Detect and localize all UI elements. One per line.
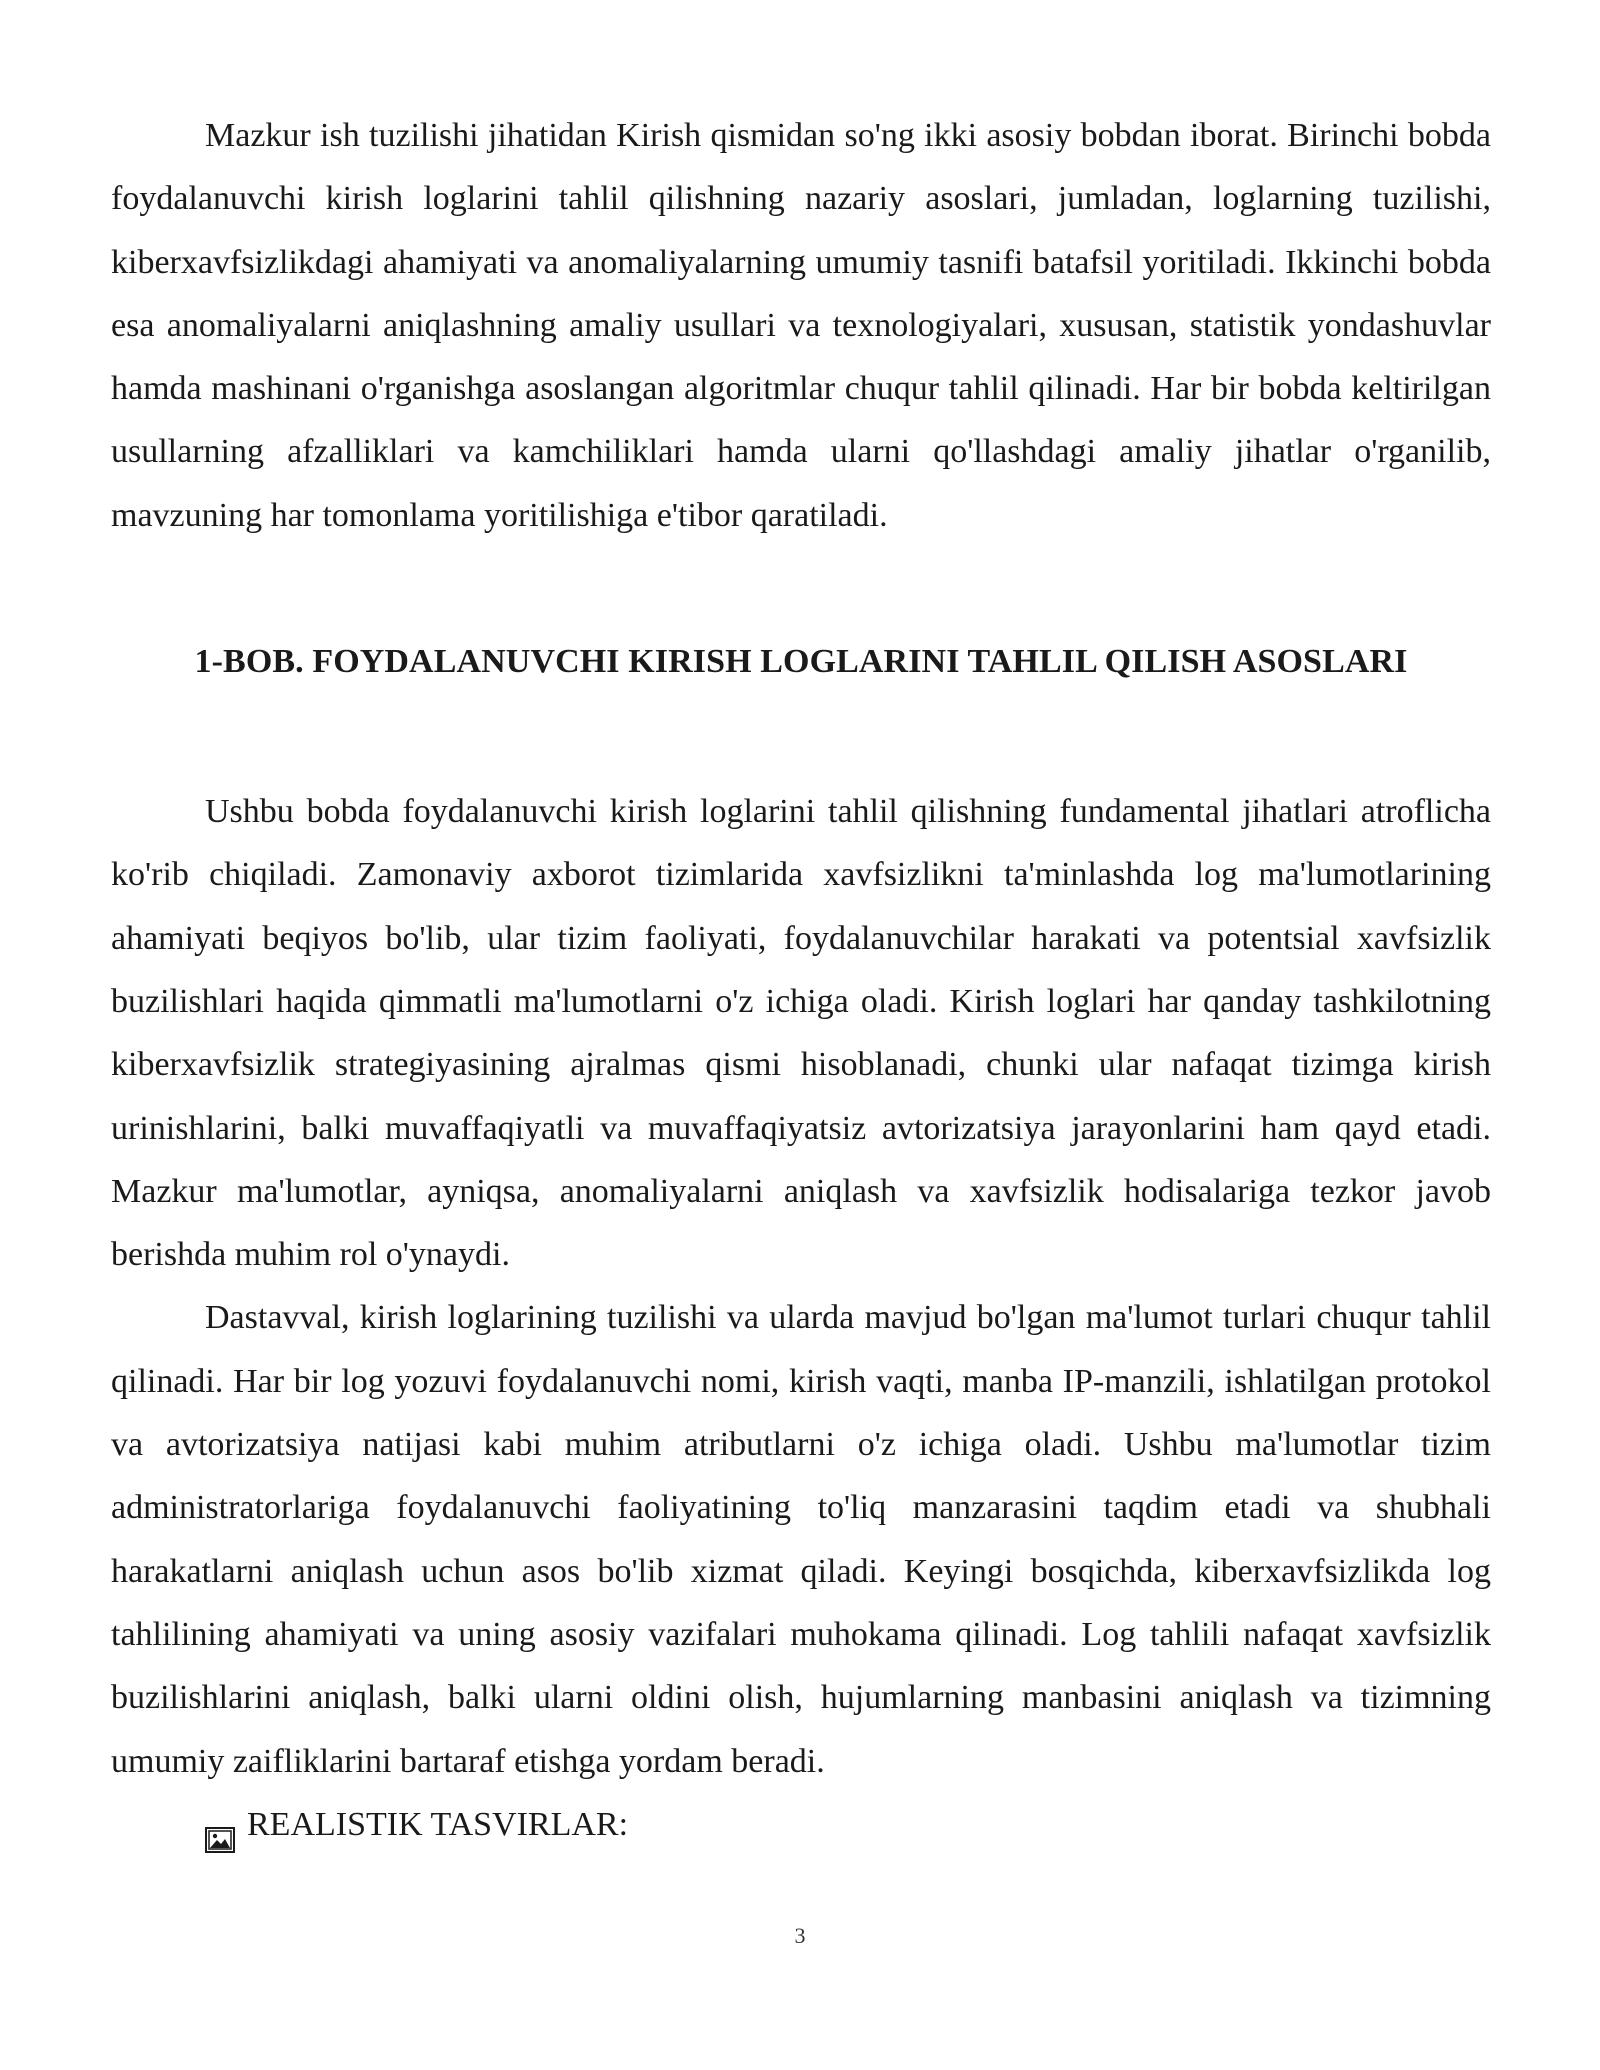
chapter-paragraph-1: Ushbu bobda foydalanuvchi kirish loglarini tahlil qilishning fundamental jihatlari atroflicha ko'rib chiqiladi. Zamonaviy axborot tizimlarida xavfsizlikni ta'minlashda log ma'lumotlarining ahamiyati beqiyos bo'lib, ular tizim faoliyati, foydalanuvchilar harakati va potentsial xavfsizlik buzilishlari haqida qimmatli ma'lumotlarni o'z ichiga oladi. Kirish loglari har qanday tashkilotning kiberxavfsizlik strategiyasining ajralmas qismi hisoblanadi, chunki ular nafaqat tizimga kirish urinishlarini, balki muvaffaqiyatli va muvaffaqiyatsiz avtorizatsiya jarayonlarini ham qayd etadi. Mazkur ma'lumotlar, ayniqsa, anomaliyalarni aniqlash va xavfsizlik hodisalariga tezkor javob berishda muhim rol o'ynaydi. — [111, 793, 1491, 1274]
images-section-text: REALISTIK TASVIRLAR: — [247, 1805, 629, 1843]
document-page — [111, 104, 1491, 1856]
chapter-paragraph-2: Dastavval, kirish loglarining tuzilishi va ularda mavjud bo'lgan ma'lumot turlari chuqur tahlil qilinadi. Har bir log yozuvi foydalanuvchi nomi, kirish vaqti, manba IP-manzili, ishlatilgan protokol va avtorizatsiya natijasi kabi muhim atributlarni o'z ichiga oladi. Ushbu ma'lumotlar tizim administratorlariga foydalanuvchi faoliyatining to'liq manzarasini taqdim etadi va shubhali harakatlarni aniqlash uchun asos bo'lib xizmat qiladi. Keyingi bosqichda, kiberxavfsizlikda log tahlilining ahamiyati va uning asosiy vazifalari muhokama qilinadi. Log tahlili nafaqat xavfsizlik buzilishlarini aniqlash, balki ularni oldini olish, hujumlarning manbasini aniqlash va tizimning umumiy zaifliklarini bartaraf etishga yordam beradi. — [111, 1299, 1491, 1780]
images-section-label — [111, 1793, 1491, 1856]
chapter-title: 1-BOB. FOYDALANUVCHI KIRISH LOGLARINI TAHLIL QILISH ASOSLARI — [194, 643, 1408, 681]
page-number: 3 — [794, 1923, 806, 1948]
intro-paragraph: Mazkur ish tuzilishi jihatidan Kirish qismidan so'ng ikki asosiy bobdan iborat. Birinchi bobda foydalanuvchi kirish loglarini tahlil qilishning nazariy asoslari, jumladan, loglarning tuzilishi, kiberxavfsizlikdagi ahamiyati va anomaliyalarning umumiy tasnifi batafsil yoritiladi. Ikkinchi bobda esa anomaliyalarni aniqlashning amaliy usullari va texnologiyalari, xususan, statistik yondashuvlar hamda mashinani o'rganishga asoslangan algoritmlar chuqur tahlil qilinadi. Har bir bobda keltirilgan usullarning afzalliklari va kamchiliklari hamda ularni qo'llashdagi amaliy jihatlar o'rganilib, mavzuning har tomonlama yoritilishiga e'tibor qaratiladi. — [111, 117, 1491, 534]
framed-picture-icon — [205, 1811, 235, 1837]
